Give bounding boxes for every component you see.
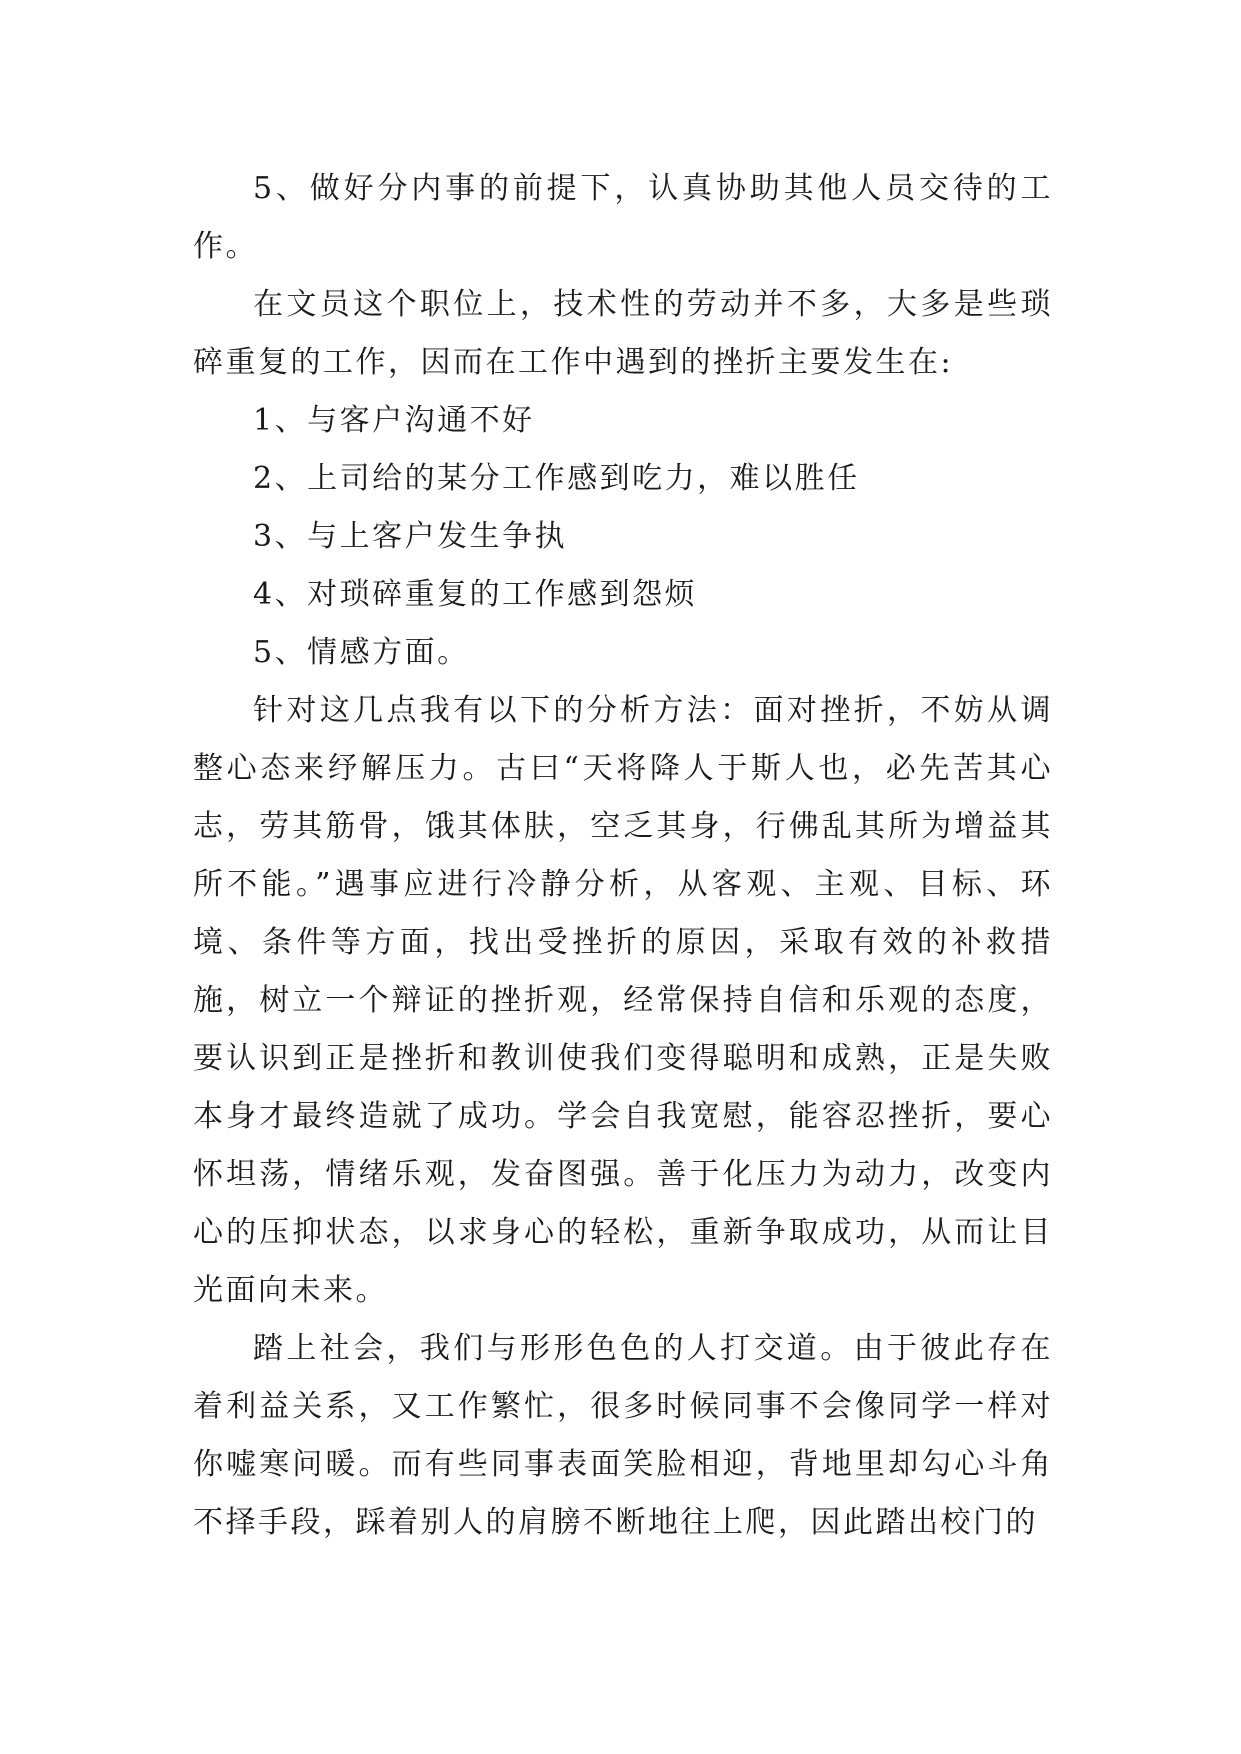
paragraph-clerk-frustrations: 在文员这个职位上，技术性的劳动并不多，大多是些琐碎重复的工作，因而在工作中遇到的挫折主要发生在: xyxy=(193,287,1053,380)
list-item-4: 4、对琐碎重复的工作感到怨烦 xyxy=(253,577,698,612)
paragraph-entering-society: 踏上社会，我们与形形色色的人打交道。由于彼此存在着利益关系，又工作繁忙，很多时候同事不会像同学一样对你嘘寒问暖。而有些同事表面笑脸相迎，背地里却勾心斗角不择手段，踩着别人的肩膀不断地往上爬，因此踏出校门的 xyxy=(193,1331,1053,1540)
paragraph-analysis-methods: 针对这几点我有以下的分析方法：面对挫折，不妨从调整心态来纾解压力。古曰“天将降人于斯人也，必先苦其心志，劳其筋骨，饿其体肤，空乏其身，行佛乱其所为增益其所不能。”遇事应进行冷静分析，从客观、主观、目标、环境、条件等方面，找出受挫折的原因，采取有效的补救措施，树立一个辩证的挫折观，经常保持自信和乐观的态度，要认识到正是挫折和教训使我们变得聪明和成熟，正是失败本身才最终造就了成功。学会自我宽慰，能容忍挫折，要心怀坦荡，情绪乐观，发奋图强。善于化压力为动力，改变内心的压抑状态，以求身心的轻松，重新争取成功，从而让目光面向未来。 xyxy=(193,693,1053,1308)
list-item-5: 5、情感方面。 xyxy=(253,635,470,670)
list-item-3: 3、与上客户发生争执 xyxy=(253,519,568,554)
list-item-2: 2、上司给的某分工作感到吃力，难以胜任 xyxy=(253,461,860,496)
paragraph-item-5-assist: 5、做好分内事的前提下，认真协助其他人员交待的工作。 xyxy=(193,171,1053,264)
list-item-1: 1、与客户沟通不好 xyxy=(253,403,535,438)
document-body xyxy=(193,160,1053,1552)
